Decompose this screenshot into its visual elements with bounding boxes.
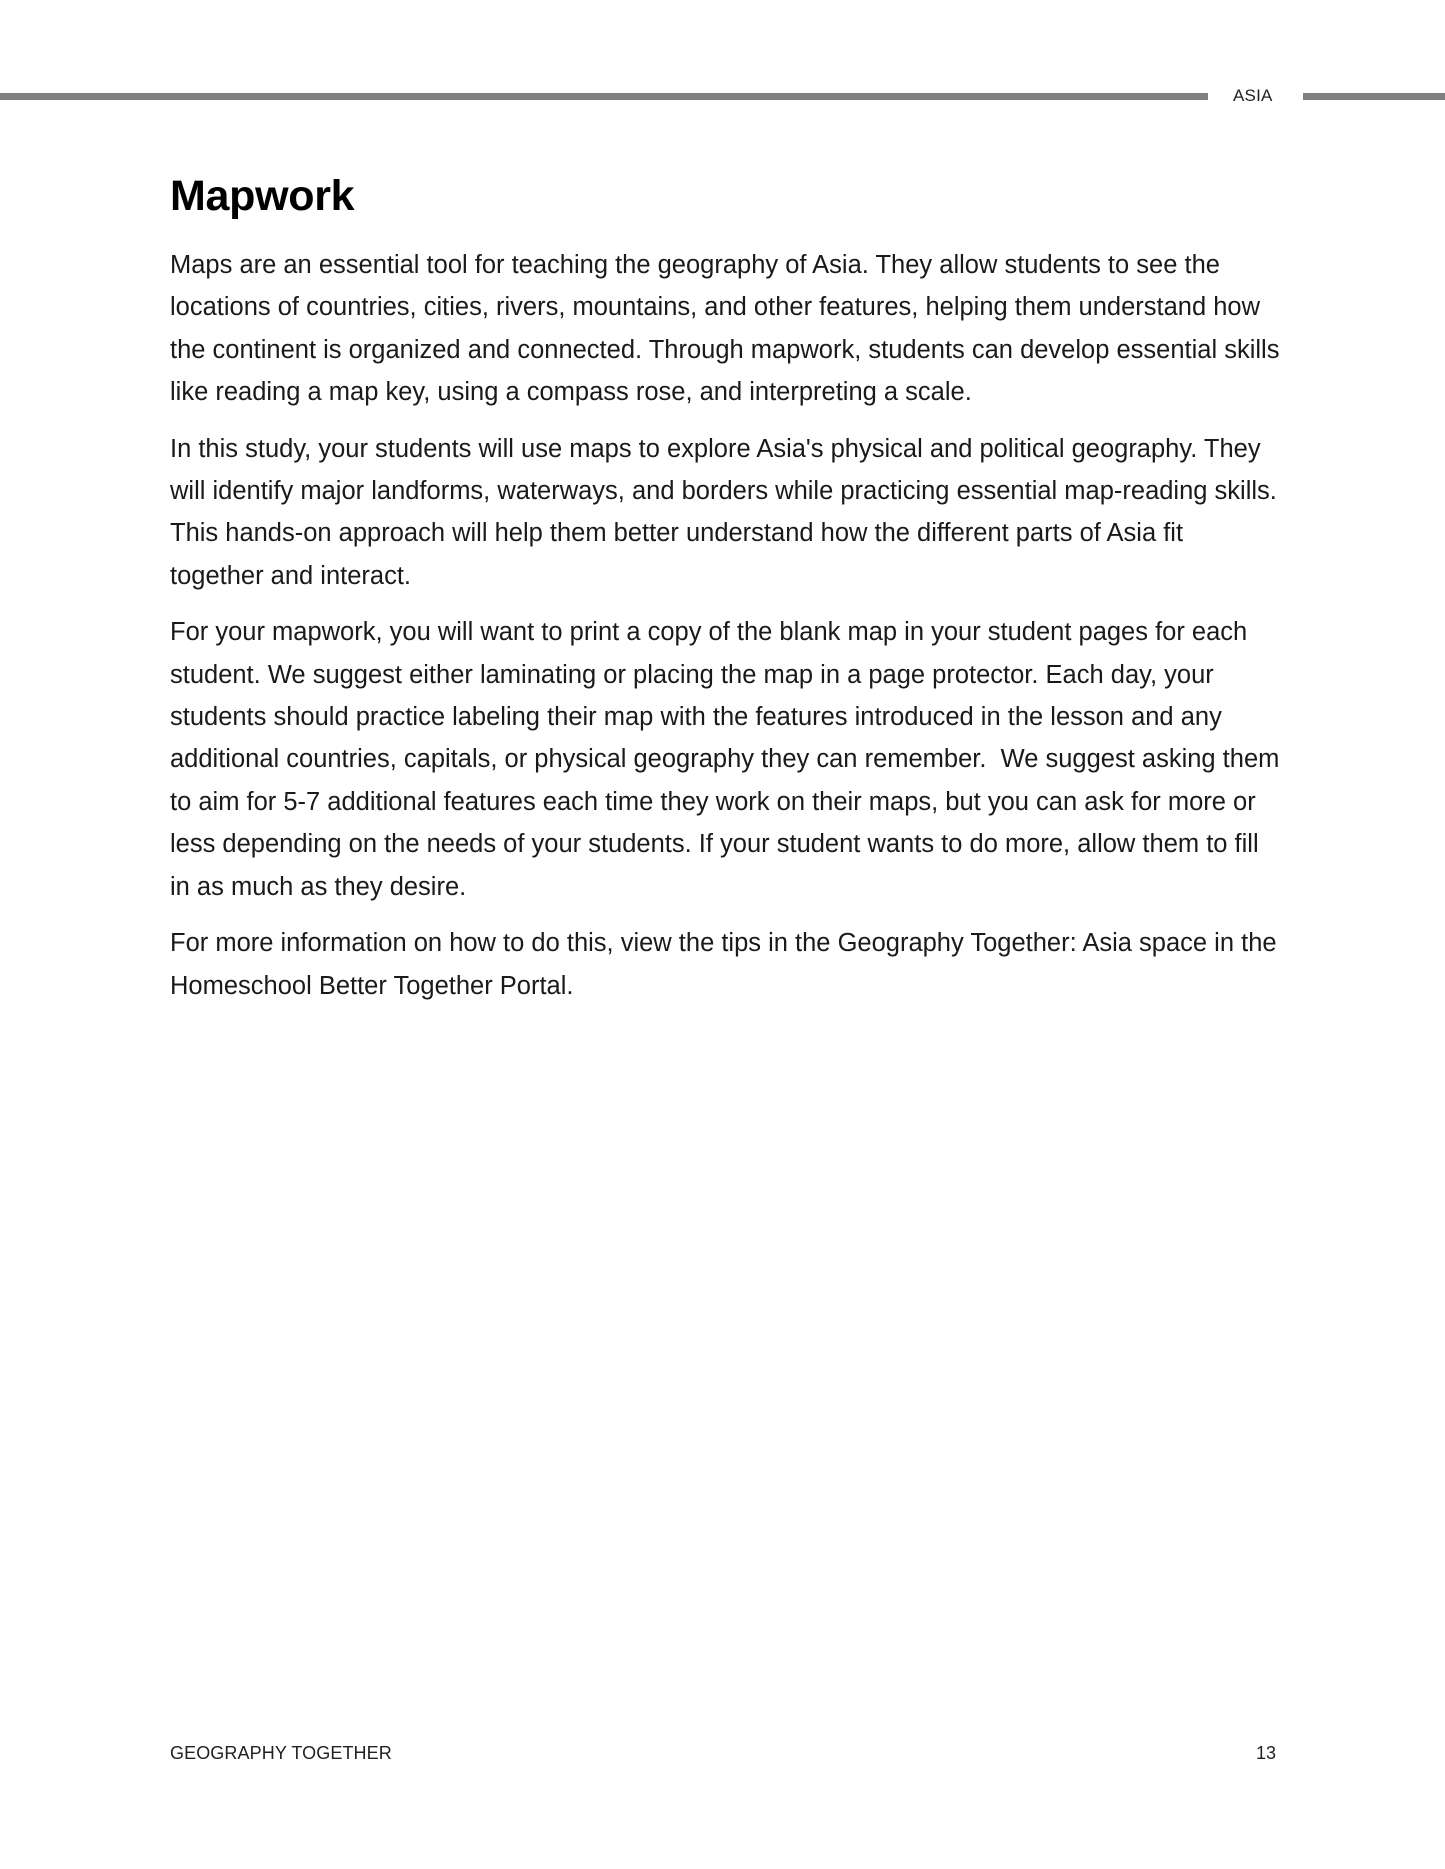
page-title: Mapwork — [170, 172, 355, 220]
paragraph-intro: Maps are an essential tool for teaching the geography of Asia. They allow students to see the locations of countries, cities, rivers, mountains, and other features, helping them understand how the continent is organized and connected. Through mapwork, students can develop essential skills like reading a map key, using a compass rose, and interpreting a scale. — [170, 251, 1287, 407]
body-content — [170, 244, 1287, 1021]
footer-publication: GEOGRAPHY TOGETHER — [170, 1743, 392, 1763]
header-rule-left — [0, 93, 1208, 100]
paragraph-more-info: For more information on how to do this, view the tips in the Geography Together: Asia space in the Homeschool Better Together Portal. — [170, 929, 1284, 1000]
page-number: 13 — [1255, 1743, 1276, 1763]
paragraph-instructions: For your mapwork, you will want to print a copy of the blank map in your student pages for each student. We suggest either laminating or placing the map in a page protector. Each day, your students should practice labeling their map with the features introduced in the lesson and any additional countries, capitals, or physical geography they can remember. We suggest asking them to aim for 5-7 additional features each time they work on their maps, but you can ask for more or less depending on the needs of your students. If your student wants to do more, allow them to fill in as much as they desire. — [170, 618, 1287, 901]
section-label: ASIA — [1233, 86, 1273, 105]
header-rule-right — [1303, 93, 1445, 100]
paragraph-study: In this study, your students will use maps to explore Asia's physical and political geography. They will identify major landforms, waterways, and borders while practicing essential map-reading skills. This hands-on approach will help them better understand how the different parts of Asia fit together and interact. — [170, 434, 1284, 590]
